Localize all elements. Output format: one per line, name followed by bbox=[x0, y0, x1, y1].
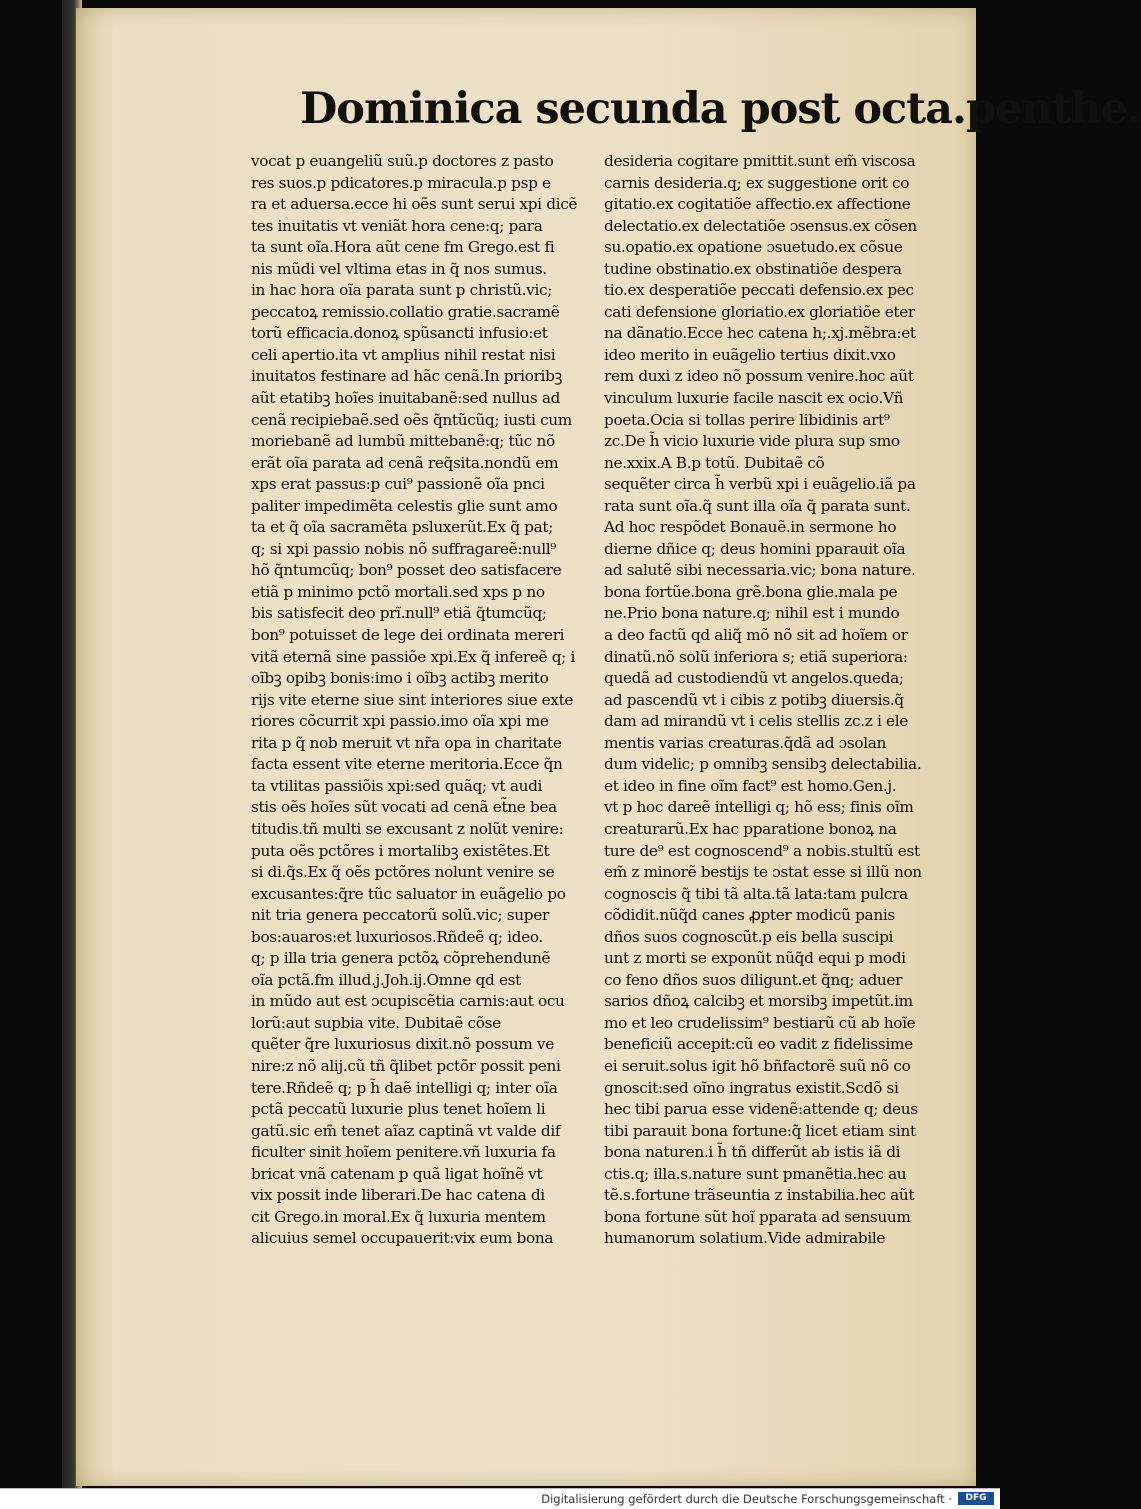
funding-notice: Digitalisierung gefördert durch die Deutsche Forschungsgemeinschaft · bbox=[541, 1492, 952, 1506]
text-line: mo et leo crudelissim⁹ bestiarũ cũ ab hoĩe bbox=[604, 1013, 916, 1032]
text-line: nit tria genera peccatorũ solũ.vic; super bbox=[251, 906, 549, 925]
text-line: vinculum luxurie facile nascit ex ocio.Vñ bbox=[604, 389, 904, 408]
text-line: xps erat passus:p cui⁹ passionẽ oĩa pnci bbox=[251, 475, 545, 494]
text-line: pctã peccatũ luxurie plus tenet hoĩem li bbox=[251, 1100, 546, 1119]
text-line: peccatoꝝ remissio.collatio gratie.sacramẽ bbox=[251, 302, 560, 321]
right-text-column bbox=[604, 151, 956, 1250]
text-line: ad salutẽ sibi necessaria.vic; bona nature. bbox=[604, 561, 916, 580]
text-line: ad pascendũ vt i cibis z potibꝫ diuersis.q̃ bbox=[604, 690, 904, 709]
text-line: gitatio.ex cogitatiõe affectio.ex affectione bbox=[604, 195, 911, 214]
text-line: aũt etatibꝫ hoĩes inuitabanẽ:sed nullus ad bbox=[251, 389, 561, 408]
text-line: si di.q̃s.Ex q̃ oẽs pctõres nolunt venire se bbox=[251, 863, 555, 882]
text-line: gatũ.sic em̃ tenet aĩaz captinã vt valde dif bbox=[251, 1121, 561, 1140]
text-line: moriebanẽ ad lumbũ mittebanẽ:q; tũc nõ bbox=[251, 432, 555, 451]
text-line: facta essent vite eterne meritoria.Ecce q̃n bbox=[251, 755, 563, 774]
text-line: alicuius semel occupauerit:vix eum bona bbox=[251, 1229, 554, 1248]
text-line: zc.De h̃ vicio luxurie vide plura sup smo bbox=[604, 432, 900, 451]
text-line: bos:auaros:et luxuriosos.Rñdeẽ q; ideo. bbox=[251, 927, 543, 946]
text-line: vocat p euangeliũ suũ.p doctores z pasto bbox=[251, 152, 554, 170]
text-line: vix possit inde liberari.De hac catena di bbox=[251, 1186, 545, 1205]
text-line: co feno dños suos diligunt.et q̃nq; aduer bbox=[604, 970, 903, 989]
text-line: vt p hoc dareẽ intelligi q; hõ ess; finis oĩm bbox=[604, 798, 914, 817]
text-line: ideo merito in euãgelio tertius dixit.vxo bbox=[604, 345, 896, 364]
text-line: em̃ z minorẽ bestijs te ɔstat esse si illũ non bbox=[604, 863, 922, 882]
text-line: paliter impedimẽta celestis glie sunt amo bbox=[251, 496, 558, 515]
text-line: rata sunt oĩa.q̃ sunt illa oĩa q̃ parata sunt. bbox=[604, 496, 911, 515]
text-line: bona fortune sũt hoĩ pparata ad sensuum bbox=[604, 1207, 911, 1226]
text-line: vitã eternã sine passiõe xpi.Ex q̃ infereẽ q; i bbox=[251, 647, 576, 666]
text-line: dam ad mirandũ vt i celis stellis zc.z i ele bbox=[604, 712, 908, 731]
text-line: hec tibi parua esse videnẽ:attende q; deus bbox=[604, 1100, 918, 1119]
text-line: lorũ:aut supbia vite. Dubitaẽ cõse bbox=[251, 1013, 501, 1032]
text-line: desideria cogitare pmittit.sunt em̃ viscosa bbox=[604, 152, 916, 170]
text-line: ne.Prio bona nature.q; nihil est i mundo bbox=[604, 604, 900, 623]
text-line: bis satisfecit deo prĩ.null⁹ etiã q̃tumcũq; bbox=[251, 604, 547, 623]
text-line: bon⁹ potuisset de lege dei ordinata mereri bbox=[251, 626, 565, 645]
text-line: bona fortũe.bona grẽ.bona glie.mala pe bbox=[604, 582, 898, 601]
text-line: ra et aduersa.ecce hi oẽs sunt serui xpi dicẽ bbox=[251, 195, 578, 214]
text-line: nire:z nõ alij.cũ tñ q̃libet pctõr possit peni bbox=[251, 1056, 561, 1075]
text-line: oĩa pctã.fm illud.j.Joh.ij.Omne qd est bbox=[251, 970, 521, 989]
text-line: puta oẽs pctõres i mortalibꝫ existẽtes.Et bbox=[251, 841, 550, 860]
text-line: cõdidit.nũq̃d canes ꝓpter modicũ panis bbox=[604, 906, 895, 925]
text-line: tere.Rñdeẽ q; p h̃ daẽ intelligi q; inter oĩa bbox=[251, 1078, 558, 1097]
text-line: hõ q̃ntumcũq; bon⁹ posset deo satisfacere bbox=[251, 561, 562, 580]
footer-bar bbox=[0, 1488, 1000, 1509]
text-line: a deo factũ qd aliq̃ mõ nõ sit ad hoĩem or bbox=[604, 626, 908, 645]
text-line: beneficiũ accepit:cũ eo vadit z fidelissime bbox=[604, 1035, 913, 1054]
text-line: ne.xxix.A B.p totũ. Dubitaẽ cõ bbox=[604, 453, 825, 472]
text-line: tẽ.s.fortune trãseuntia z instabilia.hec aũt bbox=[604, 1186, 915, 1205]
text-line: res suos.p pdicatores.p miracula.p psp e bbox=[251, 173, 551, 192]
text-line: dierne dñice q; deus homini pparauit oĩa bbox=[604, 539, 906, 558]
text-line: unt z morti se exponũt nũq̃d equi p modi bbox=[604, 949, 906, 968]
text-line: cati defensione gloriatio.ex gloriatiõe eter bbox=[604, 302, 915, 321]
text-line: bona naturen.i h̃ tñ differũt ab istis iã di bbox=[604, 1143, 901, 1162]
text-line: cenã recipiebaẽ.sed oẽs q̃ntũcũq; iusti cum bbox=[251, 410, 572, 429]
text-line: ei seruit.solus igit hõ bñfactorẽ suũ nõ co bbox=[604, 1056, 911, 1075]
text-line: rita p q̃ nob meruit vt nr̃a opa in charitate bbox=[251, 733, 562, 752]
text-line: humanorum solatium.Vide admirabile bbox=[604, 1229, 886, 1248]
text-line: ta et q̃ oĩa sacramẽta psluxerũt.Ex q̃ pat; bbox=[251, 518, 554, 537]
text-line: tudine obstinatio.ex obstinatiõe despera bbox=[604, 259, 902, 278]
text-line: su.opatio.ex opatione ɔsuetudo.ex cõsue bbox=[604, 238, 903, 257]
text-line: dños suos cognoscũt.p eis bella suscipi bbox=[604, 927, 894, 946]
text-line: poeta.Ocia si tollas perire libidinis art⁹ bbox=[604, 410, 890, 429]
text-line: quedã ad custodiendũ vt angelos.queda; bbox=[604, 669, 904, 688]
text-line: titudis.tñ multi se excusant z nolũt venire: bbox=[251, 819, 564, 838]
text-line: tibi parauit bona fortune:q̃ licet etiam sint bbox=[604, 1121, 916, 1140]
text-line: delectatio.ex delectatiõe ɔsensus.ex cõsen bbox=[604, 216, 917, 235]
text-line: q; p illa tria genera pctõꝝ cõprehendunẽ bbox=[251, 949, 551, 968]
text-line: Ad hoc respõdet Bonauẽ.in sermone ho bbox=[604, 518, 897, 537]
text-line: rijs vite eterne siue sint interiores siue exte bbox=[251, 690, 574, 709]
text-line: inuitatos festinare ad hãc cenã.In prioribꝫ bbox=[251, 367, 562, 386]
text-line: torũ efficacia.donoꝝ spũsancti infusio:et bbox=[251, 324, 548, 343]
text-line: stis oẽs hoĩes sũt vocati ad cenã et̃ne bea bbox=[251, 798, 557, 817]
text-line: mentis varias creaturas.q̃dã ad ɔsolan bbox=[604, 733, 887, 752]
text-line: quẽter q̃re luxuriosus dixit.nõ possum ve bbox=[251, 1035, 554, 1054]
text-line: ta vtilitas passiõis xpi:sed quãq; vt audi bbox=[251, 776, 543, 795]
text-line: excusantes:q̃re tũc saluator in euãgelio po bbox=[251, 884, 566, 903]
text-line: cit Grego.in moral.Ex q̃ luxuria mentem bbox=[251, 1207, 546, 1226]
text-line: sequẽter circa h̃ verbũ xpi i euãgelio.iã pa bbox=[604, 475, 916, 494]
text-line: ture de⁹ est cognoscend⁹ a nobis.stultũ est bbox=[604, 841, 920, 860]
text-line: dinatũ.nõ solũ inferiora s; etiã superiora: bbox=[604, 647, 908, 666]
text-line: erãt oĩa parata ad cenã req̃sita.nondũ em bbox=[251, 453, 559, 472]
text-line: rem duxi z ideo nõ possum venire.hoc aũt bbox=[604, 367, 914, 386]
page-title: Dominica secunda post octa.penthe. bbox=[300, 84, 1141, 134]
text-line: ficulter sinit hoĩem penitere.vñ luxuria fa bbox=[251, 1143, 556, 1162]
text-line: in mũdo aut est ɔcupiscẽtia carnis:aut ocu bbox=[251, 992, 565, 1011]
text-line: in hac hora oĩa parata sunt p christũ.vic; bbox=[251, 281, 553, 300]
text-line: tio.ex desperatiõe peccati defensio.ex pec bbox=[604, 281, 914, 300]
text-line: ta sunt oĩa.Hora aũt cene fm Grego.est fi bbox=[251, 238, 555, 257]
text-line: nis mũdi vel vltima etas in q̃ nos sumus. bbox=[251, 259, 547, 278]
text-line: gnoscit:sed oĩno ingratus existit.Scdõ si bbox=[604, 1078, 899, 1097]
left-text-column bbox=[251, 151, 581, 1250]
text-line: oĩbꝫ opibꝫ bonis:imo i oĩbꝫ actibꝫ merito bbox=[251, 669, 549, 688]
text-line: riores cõcurrit xpi passio.imo oĩa xpi me bbox=[251, 712, 549, 731]
text-line: carnis desideria.q; ex suggestione orit co bbox=[604, 173, 910, 192]
text-line: dum videlic; p omnibꝫ sensibꝫ delectabilia. bbox=[604, 755, 922, 774]
text-line: bricat vnã catenam p quã ligat hoĩnẽ vt bbox=[251, 1164, 543, 1183]
dfg-logo-icon: DFG bbox=[958, 1492, 994, 1505]
text-line: cognoscis q̃ tibi tã alta.tã lata:tam pulcra bbox=[604, 884, 908, 903]
text-line: tes inuitatis vt veniãt hora cene:q; para bbox=[251, 216, 543, 235]
text-line: et ideo in fine oĩm fact⁹ est homo.Gen.j. bbox=[604, 776, 897, 795]
text-line: na dãnatio.Ecce hec catena h;.xj.mẽbra:et bbox=[604, 324, 916, 343]
text-line: celi apertio.ita vt amplius nihil restat nisi bbox=[251, 345, 556, 364]
text-line: sarios dñoꝝ calcibꝫ et morsibꝫ impetũt.im bbox=[604, 992, 913, 1011]
text-line: creaturarũ.Ex hac pparatione bonoꝝ na bbox=[604, 819, 897, 838]
text-line: etiã p minimo pctõ mortali.sed xps p no bbox=[251, 582, 545, 601]
text-line: ctis.q; illa.s.nature sunt pmanẽtia.hec au bbox=[604, 1164, 907, 1183]
text-line: q; si xpi passio nobis nõ suffragareẽ:null⁹ bbox=[251, 539, 557, 558]
